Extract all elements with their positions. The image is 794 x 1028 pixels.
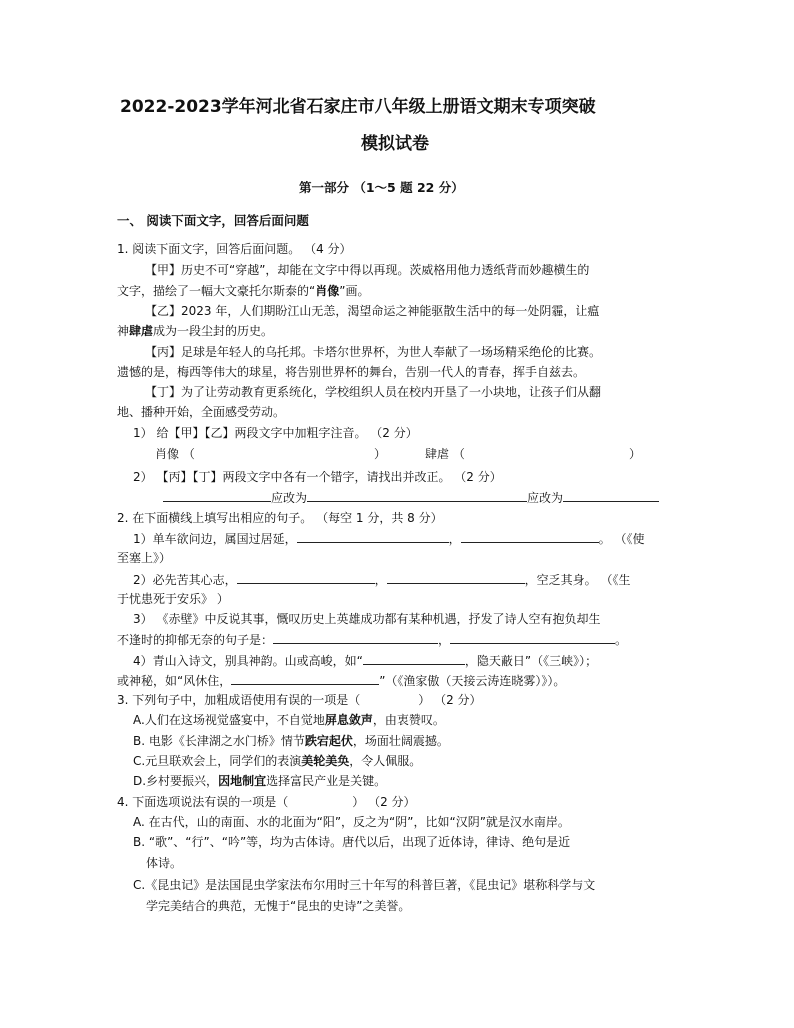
q2-stem: 2. 在下面横线上填写出相应的句子。 （每空 1 分，共 8 分）: [117, 511, 443, 525]
q1-sub1: 1） 给【甲】【乙】两段文字中加粗字注音。 （2 分）: [133, 426, 418, 440]
q1-sub1-word2: 肆虐 （: [425, 447, 465, 461]
q4-option-b-line2: 体诗。: [146, 856, 183, 870]
option-text: D.乡村要振兴，: [133, 774, 219, 788]
option-text: B. 电影《长津湖之水门桥》情节: [133, 734, 305, 748]
q2-item4: [133, 652, 597, 669]
answer-blank[interactable]: [461, 530, 599, 543]
option-text: C.元旦联欢会上，同学们的表演: [133, 754, 302, 768]
q2-item1: [133, 530, 644, 547]
q2-item1-comma: ，: [448, 532, 461, 546]
q3-option-d: [133, 773, 386, 789]
q2-item1-text: 1）单车欲问边，属国过居延，: [133, 532, 297, 546]
answer-blank[interactable]: [163, 489, 271, 502]
option-bold-idiom: 因地制宜: [218, 774, 267, 788]
q1-bing-line1: 【丙】足球是年轻人的乌托邦。卡塔尔世界杯，为世人奉献了一场场精采绝伦的比赛。: [145, 345, 602, 359]
q2-item2-comma: ，: [374, 573, 387, 587]
q4-stem: [117, 794, 416, 810]
q2-item3-cont: [117, 631, 627, 648]
q2-item4-text: 4）青山入诗文，别具神韵。山或高峻，如“: [133, 654, 363, 668]
q4-option-c-line1: C.《昆虫记》是法国昆虫学家法布尔用时三十年写的科普巨著，《昆虫记》堪称科学与文: [133, 878, 596, 892]
q1-sub1-paren2: ）: [629, 447, 642, 461]
q1-jia-text-end: ”画。: [339, 284, 370, 298]
q1-sub2-fix1: 应改为: [271, 491, 308, 505]
q1-sub2-fix2: 应改为: [527, 491, 564, 505]
q3-stem-text: 3. 下列句子中，加粗成语使用有误的一项是（: [117, 693, 361, 707]
q3-option-a: [133, 712, 445, 728]
q4-stem-end: ） （2 分）: [352, 795, 416, 809]
answer-blank[interactable]: [363, 652, 465, 665]
answer-blank[interactable]: [387, 571, 525, 584]
q2-item1-cont: 至塞上》）: [117, 551, 172, 565]
q1-sub2-answer-row: [163, 489, 659, 506]
q3-option-b: [133, 733, 449, 749]
q4-option-c-line2: 学完美结合的典范，无愧于“昆虫的史诗”之美誉。: [146, 899, 411, 913]
answer-blank[interactable]: [273, 631, 438, 644]
q1-sub2: 2） 【丙】【丁】两段文字中各有一个错字，请找出并改正。 （2 分）: [133, 470, 502, 484]
q1-yi-line2: [117, 323, 273, 339]
option-bold-idiom: 跌宕起伏: [304, 734, 353, 748]
q1-bing-line2: 遗憾的是，梅西等伟大的球星，将告别世界杯的舞台，告别一代人的青春，挥手自兹去。: [117, 365, 586, 379]
answer-blank[interactable]: [297, 530, 449, 543]
q1-ding-line1: 【丁】为了让劳动教育更系统化，学校组织人员在校内开垦了一小块地，让孩子们从翻: [145, 385, 602, 399]
q2-item2: [133, 571, 630, 588]
q4-stem-text: 4. 下面选项说法有误的一项是（: [117, 795, 289, 809]
q2-item4-end: ，隐天蔽日”（《三峡》）；: [464, 654, 598, 668]
option-text-end: ，场面壮阔震撼。: [352, 734, 449, 748]
q2-item3: 3） 《赤壁》中反说其事，慨叹历史上英雄成功都有某种机遇，抒发了诗人空有抱负却生: [133, 612, 601, 626]
q1-jia-line1: 【甲】历史不可“穿越”，却能在文字中得以再现。茨威格用他力透纸背而妙趣横生的: [145, 263, 590, 277]
q2-item4-end2: ”（《渔家傲（天接云涛连晓雾）》）。: [379, 674, 566, 688]
q2-item3-comma: ，: [438, 633, 451, 647]
q1-jia-text: 文字，描绘了一幅大文豪托尔斯泰的“: [117, 284, 316, 298]
q2-item4-cont: [117, 672, 565, 689]
q1-yi-bold-word: 肆虐: [129, 324, 154, 338]
q4-option-b-line1: B. “歌”、“行”、“吟”等，均为古体诗。唐代以后，出现了近体诗，律诗、绝句是近: [133, 835, 571, 849]
q1-yi-text-end: 成为一段尘封的历史。: [153, 324, 274, 338]
option-text-end: ，由衷赞叹。: [372, 713, 445, 727]
q1-yi-line1: 【乙】2023 年，人们期盼江山无恙，渴望命运之神能驱散生活中的每一处阴霾，让瘟: [145, 304, 600, 318]
doc-title-line1: 2022-2023学年河北省石家庄市八年级上册语文期末专项突破: [120, 97, 596, 117]
q2-item1-end: 。 （《使: [598, 532, 645, 546]
q1-ding-line2: 地、播种开始，全面感受劳动。: [117, 405, 286, 419]
answer-blank[interactable]: [563, 489, 659, 502]
part-heading: 第一部分 （1～5 题 22 分）: [299, 180, 464, 195]
q2-item2-text: 2）必先苦其心志，: [133, 573, 237, 587]
answer-blank[interactable]: [237, 571, 375, 584]
q1-stem: 1. 阅读下面文字，回答后面问题。 （4 分）: [117, 242, 352, 256]
option-text: A.人们在这场视觉盛宴中，不自觉地: [133, 713, 325, 727]
option-bold-idiom: 美轮美奂: [301, 754, 350, 768]
answer-blank[interactable]: [307, 489, 527, 502]
q1-jia-bold-word: 肖像: [315, 284, 340, 298]
option-text-end: 选择富民产业是关键。: [266, 774, 387, 788]
answer-blank[interactable]: [450, 631, 615, 644]
answer-blank[interactable]: [231, 672, 379, 685]
q2-item2-cont: 于忧患死于安乐》 ）: [117, 592, 229, 606]
q3-stem: [117, 692, 482, 708]
q1-jia-line2: [117, 283, 369, 299]
q1-yi-text: 神: [117, 324, 130, 338]
q2-item3-text: 不逢时的抑郁无奈的句子是：: [117, 633, 274, 647]
q1-sub1-word1: 肖像 （: [155, 447, 195, 461]
q2-item4-text2: 或神秘，如“风休住，: [117, 674, 232, 688]
q2-item3-end: 。: [615, 633, 628, 647]
option-bold-idiom: 屏息敛声: [324, 713, 373, 727]
q3-stem-end: ） （2 分）: [418, 693, 482, 707]
doc-title-line2: 模拟试卷: [361, 134, 429, 154]
q2-item2-end: ，空乏其身。 （《生: [524, 573, 631, 587]
q1-sub1-paren1: ）: [374, 447, 387, 461]
q4-option-a: A. 在古代，山的南面、水的北面为“阳”，反之为“阴”，比如“汉阴”就是汉水南岸。: [133, 815, 570, 829]
option-text-end: ，令人佩服。: [349, 754, 422, 768]
section-heading: 一、 阅读下面文字，回答后面问题: [117, 213, 309, 228]
q3-option-c: [133, 753, 421, 769]
